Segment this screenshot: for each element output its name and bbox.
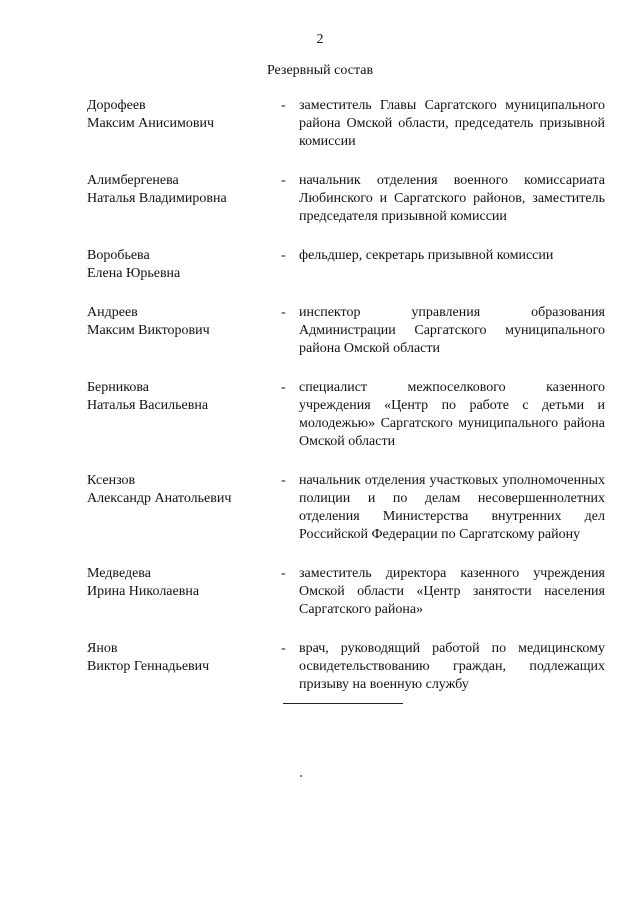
member-entry: [87, 172, 617, 226]
entry-dash: -: [281, 566, 286, 581]
member-position: врач, руководящий работой по медицинскому освидетельствованию граждан, подлежащих призыву на военную службу: [299, 641, 605, 692]
member-given-names: Виктор Геннадьевич: [87, 659, 210, 674]
member-given-names: Максим Анисимович: [87, 116, 214, 131]
member-surname: Ксензов: [87, 473, 136, 488]
closing-rule: [283, 703, 403, 704]
member-position: начальник отделения военного комиссариата Любинского и Саргатского районов, заместитель председателя призывной комиссии: [299, 173, 605, 224]
member-name: [87, 379, 281, 415]
entry-dash: -: [281, 173, 286, 188]
member-given-names: Елена Юрьевна: [87, 266, 181, 281]
entry-dash: -: [281, 380, 286, 395]
member-position: специалист межпоселкового казенного учреждения «Центр по работе с детьми и молодежью» Саргатского муниципального района Омской области: [299, 380, 605, 449]
entry-dash: -: [281, 305, 286, 320]
member-given-names: Наталья Владимировна: [87, 191, 227, 206]
member-surname: Андреев: [87, 305, 138, 320]
member-surname: Медведева: [87, 566, 151, 581]
member-name: [87, 565, 281, 601]
member-surname: Берникова: [87, 380, 149, 395]
member-entry: [87, 97, 617, 151]
member-name: [87, 304, 281, 340]
member-name: [87, 640, 281, 676]
member-position: заместитель директора казенного учреждения Омской области «Центр занятости населения Саргатского района»: [299, 566, 605, 617]
member-position: фельдшер, секретарь призывной комиссии: [299, 248, 554, 263]
member-surname: Янов: [87, 641, 118, 656]
entry-dash: -: [281, 473, 286, 488]
member-entry: [87, 379, 617, 451]
member-position: начальник отделения участковых уполномоченных полиции и по делам несовершеннолетних отделения Министерства внутренних дел Российской Федерации по Саргатскому району: [299, 473, 605, 542]
member-entry: [87, 565, 617, 619]
member-given-names: Наталья Васильевна: [87, 398, 209, 413]
member-given-names: Максим Викторович: [87, 323, 210, 338]
entry-dash: -: [281, 641, 286, 656]
member-name: [87, 247, 281, 283]
member-surname: Воробьева: [87, 248, 150, 263]
member-given-names: Александр Анатольевич: [87, 491, 232, 506]
member-surname: Алимбергенева: [87, 173, 179, 188]
entry-dash: -: [281, 98, 286, 113]
section-title: Резервный состав: [266, 63, 374, 78]
commission-member-list: [87, 97, 617, 694]
page-number: 2: [316, 32, 324, 47]
member-surname: Дорофеев: [87, 98, 146, 113]
member-entry: [87, 304, 617, 358]
member-given-names: Ирина Николаевна: [87, 584, 200, 599]
member-name: [87, 472, 281, 508]
member-position: инспектор управления образования Администрации Саргатского муниципального района Омской области: [299, 305, 605, 356]
member-entry: [87, 247, 617, 283]
entry-dash: -: [281, 248, 286, 263]
member-position: заместитель Главы Саргатского муниципального района Омской области, председатель призывной комиссии: [299, 98, 605, 149]
member-name: [87, 172, 281, 208]
scan-speck: [300, 775, 302, 777]
member-name: [87, 97, 281, 133]
member-entry: [87, 640, 617, 694]
member-entry: [87, 472, 617, 544]
